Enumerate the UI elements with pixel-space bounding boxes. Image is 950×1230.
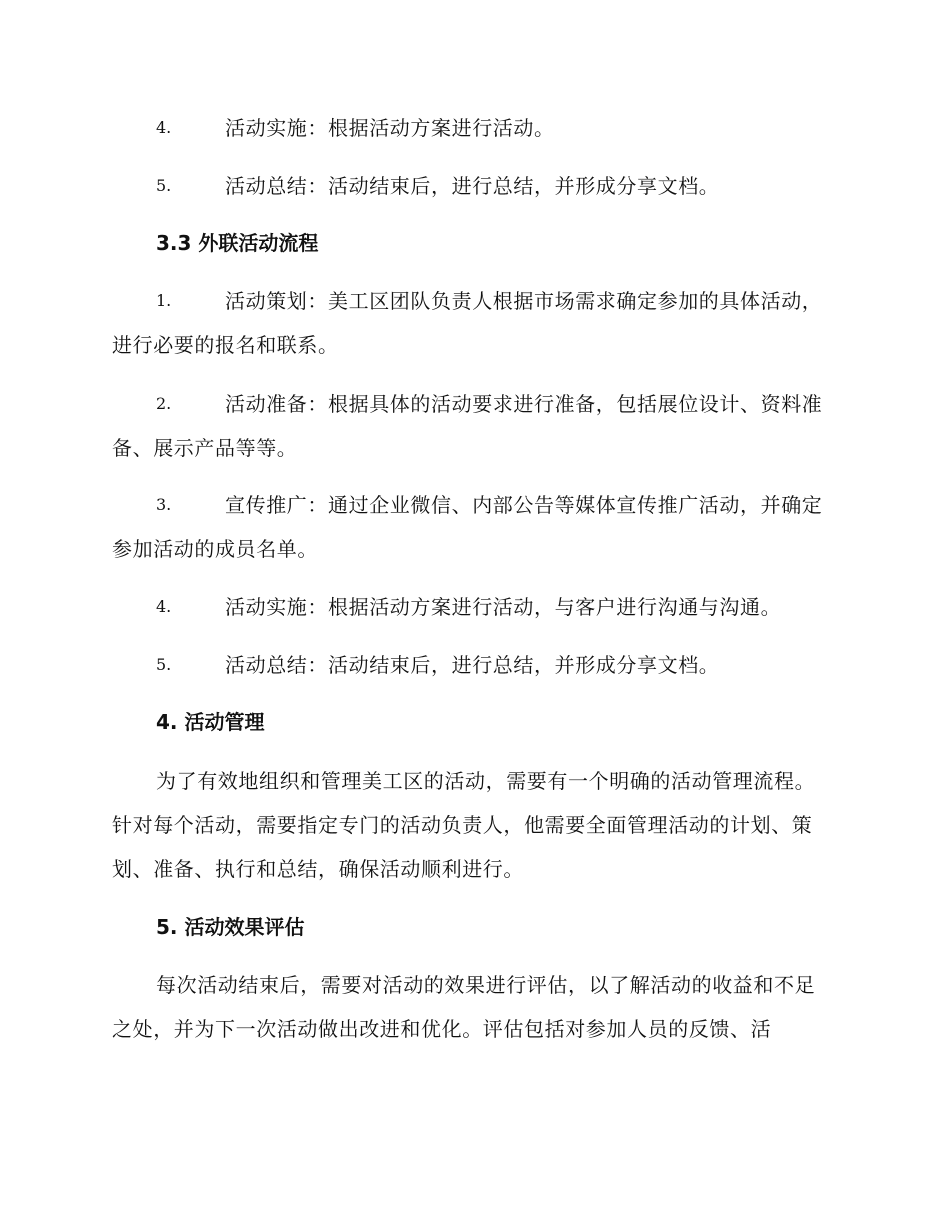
list-item [112,483,834,571]
section-heading-5: 5. 活动效果评估 [156,915,305,939]
list-number: 2. [156,394,172,413]
list-item [112,164,834,208]
list-text: 宣传推广：通过企业微信、内部公告等媒体宣传推广活动，并确定参加活动的成员名单。 [112,493,823,561]
list-text: 活动实施：根据活动方案进行活动。 [225,116,555,140]
list-item [112,585,834,629]
list-item [112,643,834,687]
paragraph-activity-evaluation: 每次活动结束后，需要对活动的效果进行评估，以了解活动的收益和不足之处，并为下一次活动做出改进和优化。评估包括对参加人员的反馈、活 [112,973,816,1041]
list-number: 5. [156,176,172,195]
list-text: 活动策划：美工区团队负责人根据市场需求确定参加的具体活动，进行必要的报名和联系。 [112,289,823,357]
list-text: 活动准备：根据具体的活动要求进行准备，包括展位设计、资料准备、展示产品等等。 [112,392,823,460]
list-item [112,279,834,367]
list-text: 活动总结：活动结束后，进行总结，并形成分享文档。 [225,174,720,198]
list-number: 4. [156,597,172,616]
list-text: 活动总结：活动结束后，进行总结，并形成分享文档。 [225,653,720,677]
section-heading-4: 4. 活动管理 [156,710,265,734]
paragraph-activity-management: 为了有效地组织和管理美工区的活动，需要有一个明确的活动管理流程。针对每个活动，需要指定专门的活动负责人，他需要全面管理活动的计划、策划、准备、执行和总结，确保活动顺利进行。 [112,769,816,881]
list-text: 活动实施：根据活动方案进行活动，与客户进行沟通与沟通。 [225,595,782,619]
list-item [112,106,834,150]
section-heading-3-3: 3.3 外联活动流程 [156,231,319,255]
list-item [112,382,834,470]
list-number: 5. [156,655,172,674]
list-number: 3. [156,495,172,514]
list-number: 1. [156,291,172,310]
list-number: 4. [156,118,172,137]
